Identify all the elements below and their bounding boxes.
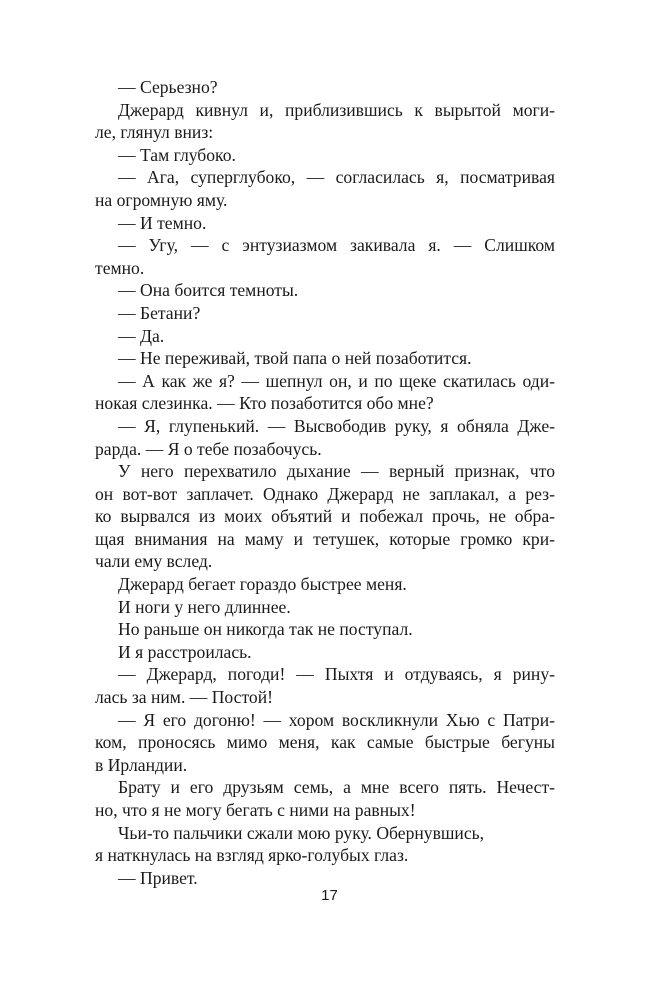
page-number: 17 xyxy=(321,887,338,904)
text-line: в Ирландии. xyxy=(95,754,188,775)
text-line: — Серьезно? xyxy=(118,77,218,97)
text-line: — А как же я? — шепнул он, и по щеке скатилась оди- xyxy=(118,370,555,391)
text-line: лась за ним. — Постой! xyxy=(95,687,274,708)
text-line: ком, проносясь мимо меня, как самые быстрые бегуны xyxy=(95,732,555,753)
paragraph xyxy=(95,663,555,708)
text-line: чали ему вслед. xyxy=(95,551,213,572)
text-line: — Джерард, погоди! — Пыхтя и отдуваясь, я рину- xyxy=(118,664,555,685)
paragraph xyxy=(95,76,555,99)
text-line: Брату и его друзьям семь, а мне всего пять. Нечест- xyxy=(118,777,555,798)
text-line: рарда. — Я о тебе позабочусь. xyxy=(95,438,322,459)
text-line: — Бетани? xyxy=(118,302,201,323)
paragraph xyxy=(95,618,555,641)
text-line: — Она боится темноты. xyxy=(118,280,299,301)
text-line: И я расстроилась. xyxy=(118,641,252,662)
text-line: ко вырвался из моих объятий и побежал прочь, не обра- xyxy=(95,506,555,527)
paragraph xyxy=(95,596,555,619)
paragraph xyxy=(95,641,555,664)
text-line: он вот-вот заплачет. Однако Джерард не заплакал, а рез- xyxy=(95,483,555,504)
paragraph xyxy=(95,212,555,235)
text-line: ле, глянул вниз: xyxy=(95,122,214,143)
text-line: Чьи-то пальчики сжали мою руку. Обернувшись, xyxy=(118,822,485,843)
paragraph xyxy=(95,573,555,596)
text-line: — Да. xyxy=(118,325,165,346)
text-line: я наткнулась на взгляд ярко-голубых глаз. xyxy=(95,845,409,866)
paragraph xyxy=(95,325,555,348)
text-line: У него перехватило дыхание — верный признак, что xyxy=(118,461,555,482)
paragraph xyxy=(95,415,555,460)
text-line: темно. xyxy=(95,257,145,278)
paragraph xyxy=(95,166,555,211)
paragraph xyxy=(95,302,555,325)
text-line: щая внимания на маму и тетушек, которые громко кри- xyxy=(95,528,555,549)
text-line: Но раньше он никогда так не поступал. xyxy=(118,619,413,640)
paragraph xyxy=(95,776,555,821)
paragraph xyxy=(95,144,555,167)
text-line: Джерард кивнул и, приблизившись к вырытой моги- xyxy=(118,99,555,120)
text-line: — Я, глупенький. — Высвободив руку, я обняла Дже- xyxy=(118,415,555,436)
text-line: — Я его догоню! — хором воскликнули Хью с Патри- xyxy=(118,709,555,730)
paragraph xyxy=(95,99,555,144)
text-line: — И темно. xyxy=(118,212,207,233)
text-line: — Там глубоко. xyxy=(118,144,236,165)
text-line: — Угу, — с энтузиазмом закивала я. — Слишком xyxy=(118,235,555,256)
text-line: — Ага, суперглубоко, — согласилась я, посматривая xyxy=(118,167,555,188)
text-line: Джерард бегает гораздо быстрее меня. xyxy=(118,574,407,595)
text-line: — Не переживай, твой папа о ней позаботится. xyxy=(118,348,472,369)
paragraph xyxy=(95,822,555,867)
book-page-text xyxy=(95,76,555,889)
paragraph xyxy=(95,709,555,777)
paragraph xyxy=(95,460,555,573)
paragraph xyxy=(95,347,555,370)
text-line: — Привет. xyxy=(118,867,198,888)
text-line: нокая слезинка. — Кто позаботится обо мне? xyxy=(95,393,434,414)
text-line: на огромную яму. xyxy=(95,189,228,210)
text-line: И ноги у него длиннее. xyxy=(118,596,291,617)
text-line: но, что я не могу бегать с ними на равных! xyxy=(95,800,416,820)
paragraph xyxy=(95,279,555,302)
paragraph xyxy=(95,867,555,890)
paragraph xyxy=(95,234,555,279)
paragraph xyxy=(95,370,555,415)
